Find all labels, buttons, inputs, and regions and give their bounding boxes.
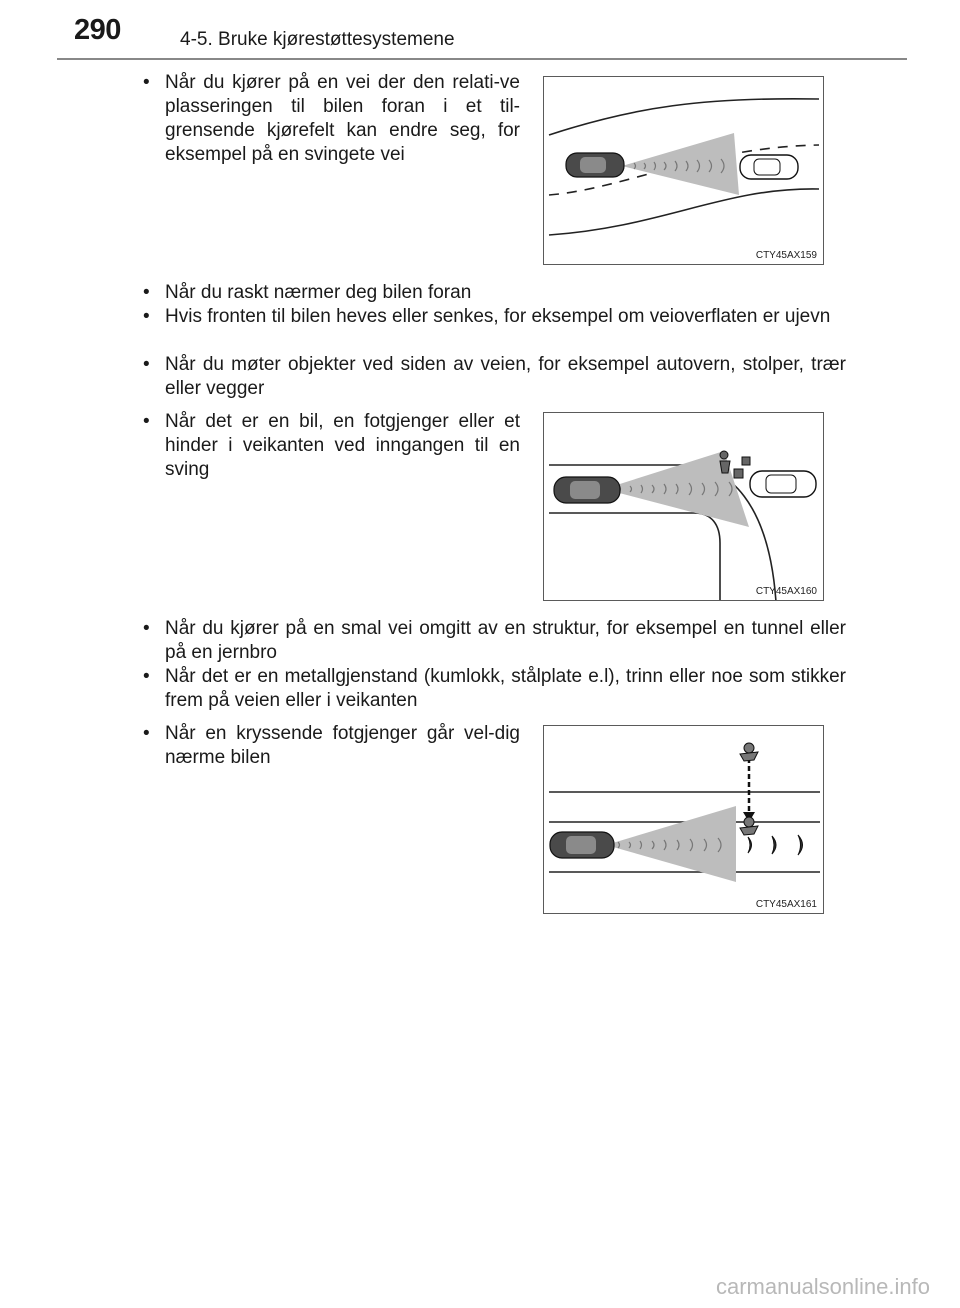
bullet-text: Når du kjører på en vei der den relati-ve plasseringen til bilen foran i et til-grensende kjørefelt kan endre seg, for eksempel på en svingete vei <box>165 72 520 165</box>
bullet-dot: • <box>143 618 150 639</box>
page-number: 290 <box>74 14 121 46</box>
figure-crossing-pedestrian <box>543 725 824 914</box>
bullet-text: Når du raskt nærmer deg bilen foran <box>165 282 472 303</box>
own-car-icon <box>550 832 614 858</box>
pedestrian-icon <box>740 743 758 761</box>
section-title: 4-5. Bruke kjørestøttesystemene <box>180 29 455 50</box>
bullet-item <box>143 353 846 401</box>
bullet-item <box>143 665 846 713</box>
own-car-icon <box>566 153 624 177</box>
bullet-text: Når du kjører på en smal vei omgitt av en struktur, for eksempel en tunnel eller på en jernbro <box>165 618 846 663</box>
bullet-item <box>143 722 520 770</box>
figure-code: CTY45AX160 <box>755 586 817 597</box>
figure-code: CTY45AX159 <box>755 250 817 261</box>
header-rule <box>57 58 907 60</box>
curved-road-illustration <box>544 77 824 265</box>
pedestrian-icon <box>740 817 758 835</box>
bullet-item <box>143 71 520 167</box>
bullet-text: Når det er en metallgjenstand (kumlokk, stålplate e.l), trinn eller noe som stikker frem på veien eller i veikanten <box>165 666 846 711</box>
footer-watermark[interactable]: carmanualsonline.info <box>715 1274 930 1299</box>
bullet-dot: • <box>143 72 150 93</box>
bullet-dot: • <box>143 666 150 687</box>
bullet-dot: • <box>143 354 150 375</box>
bullet-text: Når det er en bil, en fotgjenger eller et hinder i veikanten ved inngangen til en sving <box>165 411 520 480</box>
figure-code: CTY45AX161 <box>755 899 817 910</box>
bullet-text: Hvis fronten til bilen heves eller senkes, for eksempel om veioverflaten er ujevn <box>165 306 831 327</box>
bullet-dot: • <box>143 723 150 744</box>
curve-entrance-illustration <box>544 413 824 601</box>
bullet-item <box>143 305 846 329</box>
bullet-text: Når du møter objekter ved siden av veien, for eksempel autovern, stolper, trær eller vegger <box>165 354 846 399</box>
crossing-pedestrian-illustration <box>544 726 824 914</box>
figure-curved-road <box>543 76 824 265</box>
bullet-text: Når en kryssende fotgjenger går vel-dig nærme bilen <box>165 723 520 768</box>
bullet-item <box>143 617 846 665</box>
own-car-icon <box>554 477 620 503</box>
bullet-dot: • <box>143 306 150 327</box>
parked-car-icon <box>750 471 816 497</box>
bullet-item <box>143 281 846 305</box>
bullet-dot: • <box>143 411 150 432</box>
figure-road-curve-entrance <box>543 412 824 601</box>
bullet-dot: • <box>143 282 150 303</box>
lead-car-icon <box>740 155 798 179</box>
bullet-item <box>143 410 520 482</box>
